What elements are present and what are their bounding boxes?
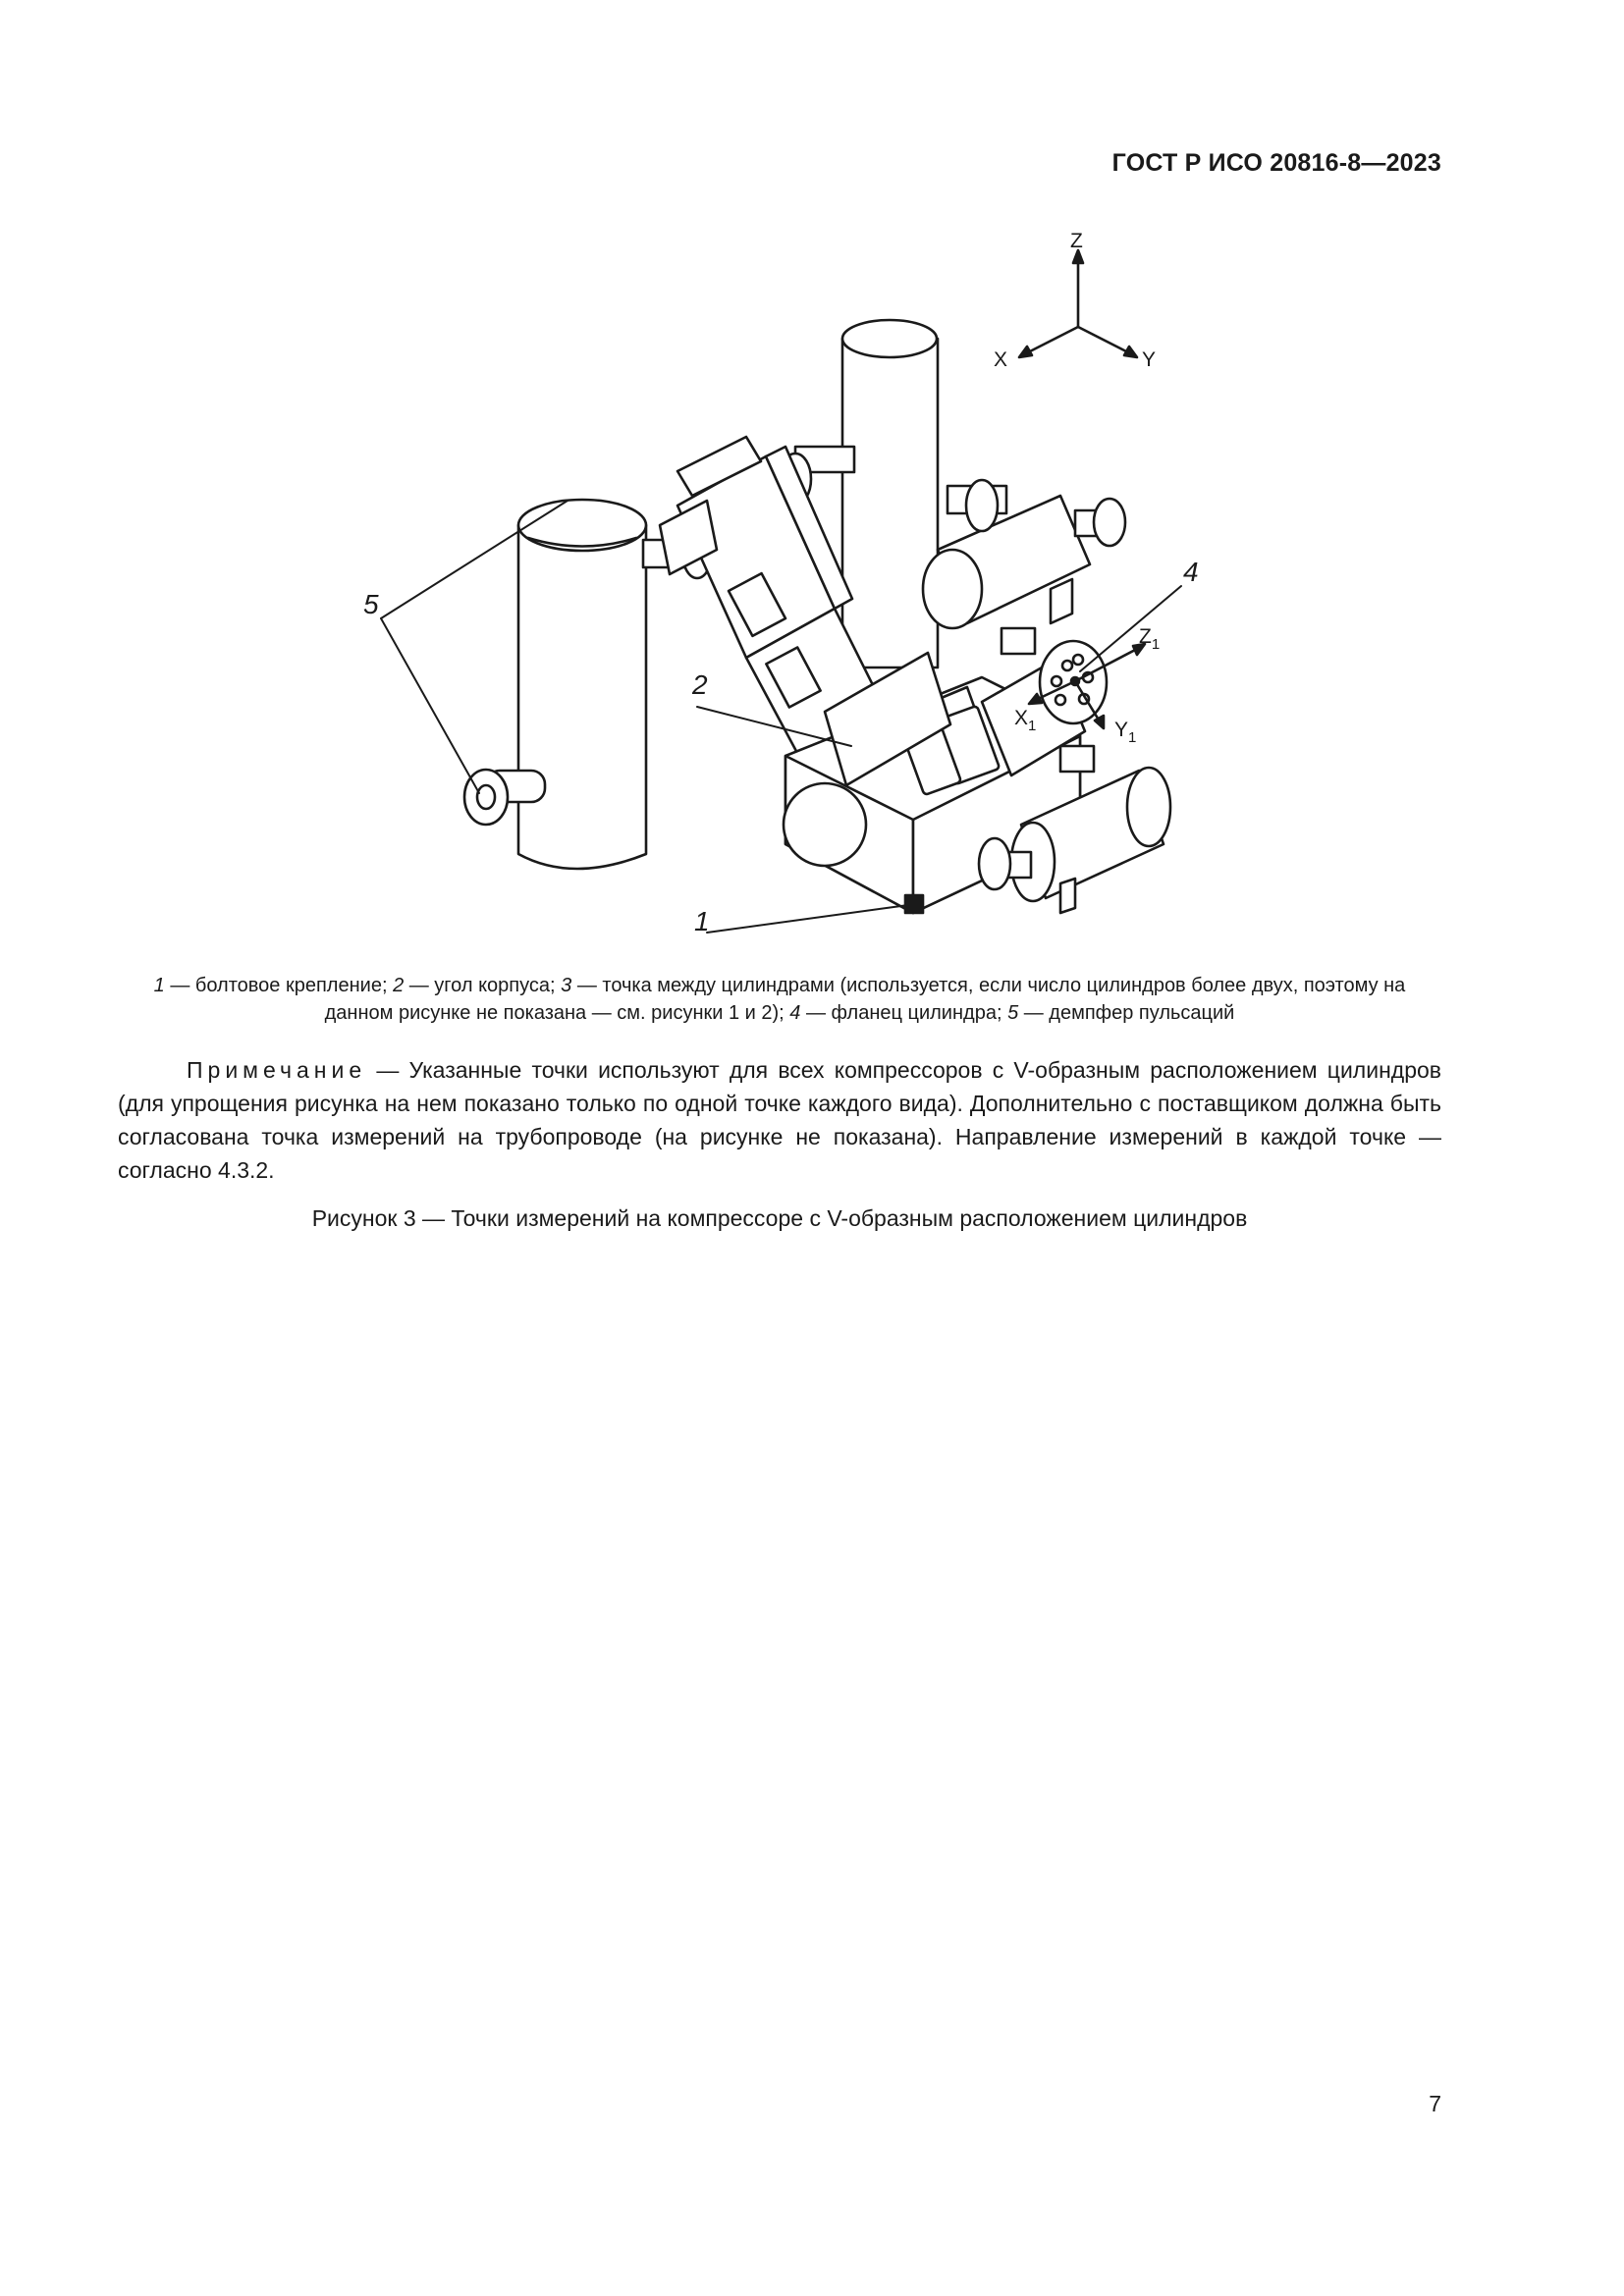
callout-4: 4 [1183, 557, 1199, 587]
axis-x1-label: $X_1$ [1014, 707, 1037, 734]
note-label: Примечание [187, 1057, 367, 1083]
back-damper [842, 320, 938, 667]
callout-2: 2 [692, 669, 708, 700]
right-upper-cylinder [923, 480, 1125, 654]
axis-z-label: Z [1070, 230, 1083, 252]
axis-y1-label: $Y_1$ [1114, 719, 1137, 746]
pulsation-damper [464, 500, 646, 869]
figure-caption: Рисунок 3 — Точки измерений на компрессоре с V-образным расположением цилиндров [311, 1205, 1248, 1231]
compressor-figure [0, 0, 1624, 982]
callout-5: 5 [363, 589, 379, 619]
axis-z1-label: $Z_1$ [1139, 625, 1161, 653]
callout-1: 1 [694, 906, 710, 936]
page-number: 7 [1429, 2091, 1441, 2116]
axis-y-label: Y [1142, 348, 1157, 371]
axes-triad [1019, 250, 1137, 357]
axis-x-label: X [994, 348, 1008, 371]
document-header: ГОСТ Р ИСО 20816-8—2023 [1111, 149, 1441, 177]
figure-legend: 1 — болтовое крепление; 2 — угол корпуса; 3 — точка между цилиндрами (используется, если число цилиндров более двух, поэтому на данном рисунке не показана — см. рисунки 1 и 2); 4 — фланец цилиндра; 5 — демпфер пульсаций [153, 975, 1406, 1024]
note-text: — Указанные точки используют для всех компрессоров с V-образным расположением цилиндров (для упрощения рисунка на нем показано только по одной точке каждого вида). Дополнительно с поставщиком должна быть согласована точка измерений на трубопроводе (на рисунке не показана). Направление измерений в каждой точке — согласно 4.3.2. [118, 1057, 1441, 1183]
note-paragraph [118, 1053, 1441, 1187]
